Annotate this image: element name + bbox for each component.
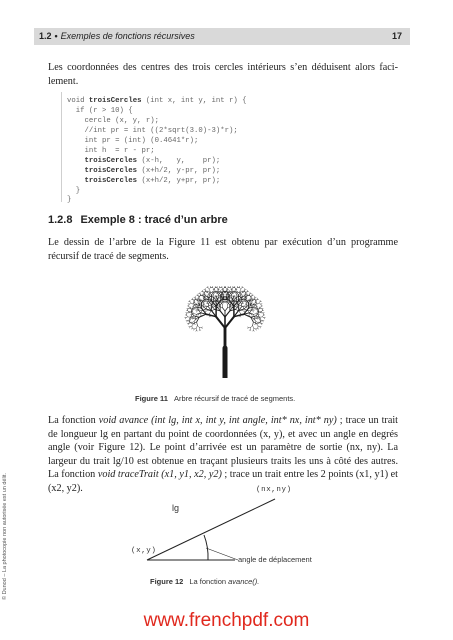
tree-branch — [252, 309, 255, 310]
tree-branch — [236, 305, 237, 307]
tree-branch — [247, 327, 248, 328]
tree-branch — [205, 290, 206, 292]
tree-branch — [196, 330, 197, 331]
tree-branch — [209, 288, 210, 290]
tree-branch — [189, 327, 190, 328]
tree-branch — [225, 308, 228, 312]
tree-branch — [190, 309, 191, 311]
tree-branch — [213, 288, 214, 290]
tree-branch — [207, 305, 209, 306]
tree-branch — [188, 324, 189, 325]
code-line: //int pr = int ((2*sqrt(3.0)-3)*r); — [67, 127, 238, 135]
tree-branch — [192, 328, 193, 329]
tree-branch — [194, 300, 195, 301]
tree-branch — [210, 311, 211, 314]
tree-branch — [230, 288, 231, 290]
tree-branch — [253, 326, 254, 329]
tree-branch — [208, 288, 209, 290]
code-line: troisCercles (x-h, y, pr); — [84, 157, 221, 165]
footer-url[interactable]: www.frenchpdf.com — [143, 610, 310, 631]
page-number: 17 — [392, 31, 403, 41]
tree-branch — [232, 288, 233, 290]
tree-branch — [250, 330, 251, 331]
tree-branch — [196, 311, 197, 312]
tree-branch — [257, 324, 258, 327]
tree-branch — [263, 321, 264, 322]
tree-branch — [196, 330, 197, 331]
code-line: } — [67, 187, 81, 195]
running-header — [39, 31, 195, 41]
tree-branch — [255, 317, 257, 318]
code-line: if (r > 10) { — [67, 107, 133, 115]
code-line: void troisCercles (int x, int y, int r) { — [67, 97, 247, 105]
tree-branch — [222, 308, 225, 312]
tree-branch — [232, 290, 233, 292]
tree-branch — [191, 316, 195, 318]
tree-branch — [195, 303, 196, 305]
tree-branch — [235, 293, 236, 295]
tree-branch — [192, 322, 194, 323]
avance-paragraph: La fonction void avance (int lg, int x, int y, int angle, int* nx, int* ny) ; trace un trait de longueur lg en partant du point de coordonnées (x, y), et avec un angle en degrés angle (voir Figure 12). Le point d’arrivée est un paramètre de sortie (nx, ny). La largeur du trait lg/10 est obtenue en traçant plusieurs traits les uns à côté des autres. La fonction void traceTrait (x1, y1, x2, y2) ; trace un trait entre les 2 points (x1, y1) et (x2, y2). — [48, 415, 399, 494]
tree-branch — [195, 309, 198, 310]
figure11-caption — [135, 394, 295, 403]
code-line: } — [67, 196, 72, 204]
tree-branch — [223, 293, 224, 295]
tree-branch — [248, 310, 251, 311]
tree-branch — [258, 328, 259, 329]
tree-branch — [191, 318, 193, 319]
tree-branch — [208, 293, 209, 295]
tree-branch — [213, 305, 214, 307]
angle-arc — [204, 535, 208, 560]
tree-branch — [256, 324, 257, 325]
tree-branch — [254, 298, 255, 300]
tree-branch — [256, 329, 257, 330]
tree-branch — [220, 311, 225, 317]
intro-paragraph: Les coordonnées des centres des trois cercles intérieurs s’en déduisent alors faci-lement. — [48, 62, 398, 87]
tree-branch — [194, 324, 195, 325]
tree-branch — [251, 316, 256, 317]
tree-branch — [223, 288, 224, 290]
tree-branch — [253, 322, 256, 324]
tree-branch — [241, 288, 242, 290]
tree-branch — [196, 319, 197, 320]
tree-branch — [194, 317, 196, 318]
tree-branch — [225, 293, 226, 295]
tree-branch — [261, 322, 262, 323]
tree-branch — [199, 310, 202, 311]
tree-branch — [192, 324, 193, 327]
tree-branch — [260, 327, 261, 328]
header-bullet: • — [54, 31, 58, 41]
tree-branch — [256, 322, 258, 323]
tree-branch — [222, 303, 223, 305]
header-section-number: 1.2 — [39, 31, 52, 41]
tree-branch — [190, 326, 192, 327]
tree-branch — [236, 288, 237, 290]
tree-branch — [206, 310, 208, 311]
tree-branch — [248, 328, 249, 329]
tree-branch — [259, 319, 260, 320]
tree-branch — [226, 303, 227, 305]
code-line: cercle (x, y, r); — [67, 117, 159, 125]
tree-branch — [251, 326, 253, 328]
tree-branch — [247, 307, 248, 309]
tree-branch — [197, 322, 198, 326]
tree-branch — [188, 317, 191, 318]
tree-branch — [205, 311, 206, 312]
label-length: lg — [172, 503, 180, 513]
tree-paragraph: Le dessin de l’arbre de la Figure 11 est obtenu par exécution d’un programme récursif de tracé de segments. — [48, 237, 398, 262]
tree-branch — [255, 309, 257, 310]
tree-branch — [214, 293, 215, 295]
figure12-label: Figure 12 — [150, 577, 184, 586]
tree-branch — [193, 312, 194, 314]
tree-branch — [254, 303, 255, 305]
tree-branch — [187, 320, 189, 321]
tree-branch — [198, 314, 199, 315]
tree-branch — [256, 303, 259, 304]
section-number: 1.2.8 — [48, 214, 73, 226]
code-line: int pr = (int) (0.4641*r); — [67, 137, 199, 145]
tree-branch — [260, 306, 261, 308]
tree-branch — [194, 316, 199, 317]
figure11-label: Figure 11 — [135, 394, 168, 403]
tree-branch — [244, 290, 245, 292]
tree-branch — [241, 293, 242, 295]
header-section-title: Exemples de fonctions récursives — [60, 31, 195, 41]
tree-branch — [257, 318, 259, 319]
tree-branch — [261, 324, 262, 325]
tree-branch — [253, 311, 254, 312]
label-start-point: (x,y) — [131, 547, 157, 555]
tree-branch — [254, 330, 255, 331]
tree-branch — [258, 326, 260, 327]
tree-branch — [226, 288, 227, 290]
tree-branch — [262, 317, 264, 318]
tree-branch — [190, 319, 191, 320]
tree-branch — [190, 302, 191, 304]
tree-branch — [187, 321, 188, 322]
tree-branch — [217, 288, 218, 290]
tree-branch — [249, 330, 250, 331]
tracetrait-signature: void traceTrait (x1, y1, x2, y2) — [97, 469, 222, 480]
tree-branch — [193, 309, 195, 310]
tree-branch — [256, 316, 260, 318]
tree-branch — [199, 330, 200, 331]
code-line: int h = r - pr; — [67, 147, 155, 155]
tree-branch — [239, 311, 240, 314]
tree-branch — [225, 311, 230, 317]
tree-branch — [253, 314, 256, 315]
tree-branch — [217, 290, 218, 292]
tree-branch — [258, 309, 259, 311]
tree-branch — [253, 322, 254, 326]
tree-branch — [261, 312, 263, 313]
tree-branch — [187, 312, 189, 313]
tree-branch — [259, 302, 260, 304]
tree-branch — [212, 308, 213, 309]
tree-branch — [186, 317, 188, 318]
tree-branch — [244, 311, 245, 312]
tree-branch — [254, 324, 255, 325]
tree-branch — [216, 317, 225, 328]
angle-leader-line — [206, 548, 238, 560]
tree-branch — [240, 288, 241, 290]
label-angle: angle de déplacement — [238, 555, 312, 564]
tree-branch — [209, 316, 210, 317]
tree-branch — [261, 311, 262, 313]
tree-branch — [189, 303, 191, 304]
tree-branch — [202, 327, 203, 328]
tree-branch — [189, 322, 190, 323]
figure11-text: Arbre récursif de tracé de segments. — [173, 394, 296, 403]
section-heading — [48, 214, 228, 226]
code-line: troisCercles (x+h/2, y-pr, pr); — [84, 167, 221, 175]
tree-branch — [195, 298, 196, 300]
tree-branch — [194, 314, 197, 315]
tree-branch — [259, 303, 261, 304]
tree-branch — [262, 315, 263, 317]
figure12-caption: Figure 12 La fonction avance(). — [150, 577, 260, 586]
tree-branch — [251, 296, 252, 298]
segment-line — [147, 499, 275, 560]
code-line: troisCercles (x+h/2, y+pr, pr); — [84, 177, 221, 185]
tree-branch — [225, 317, 234, 328]
tree-branch — [251, 314, 252, 315]
tree-branch — [240, 316, 241, 317]
tree-branch — [254, 328, 256, 329]
tree-branch — [245, 304, 246, 306]
tree-branch — [253, 319, 254, 320]
tree-branch — [203, 307, 204, 309]
tree-branch — [194, 329, 195, 330]
tree-branch — [242, 310, 244, 311]
tree-branch — [256, 312, 257, 314]
copyright-side-note: © Dunod – La photocopie non autorisée est un délit. — [2, 473, 8, 600]
code-listing — [61, 92, 312, 202]
tree-branch — [187, 315, 188, 317]
figure12-func: avance(). — [228, 577, 260, 586]
tree-branch — [185, 318, 186, 319]
label-end-point: (nx,ny) — [256, 486, 292, 494]
tree-branch — [204, 304, 205, 306]
tree-branch — [189, 306, 190, 308]
tree-branch — [264, 318, 265, 319]
tree-branch — [202, 328, 203, 329]
tree-branch — [260, 317, 263, 318]
tree-branch — [194, 328, 196, 329]
tree-branch — [197, 326, 199, 328]
tree-branch — [195, 324, 196, 325]
tree-branch — [241, 305, 243, 306]
tree-branch — [196, 326, 197, 329]
avance-signature: void avance (int lg, int x, int y, int angle, int* nx, int* ny) — [98, 415, 337, 426]
tree-branch — [253, 330, 254, 331]
tree-branch — [218, 288, 219, 290]
tree-branch — [191, 303, 194, 304]
tree-branch — [193, 322, 197, 324]
recursive-tree-figure — [150, 268, 300, 378]
section-title: Exemple 8 : tracé d’un arbre — [80, 214, 228, 226]
tree-branch — [261, 320, 263, 321]
tree-branch — [191, 313, 192, 314]
tree-branch — [200, 330, 201, 331]
